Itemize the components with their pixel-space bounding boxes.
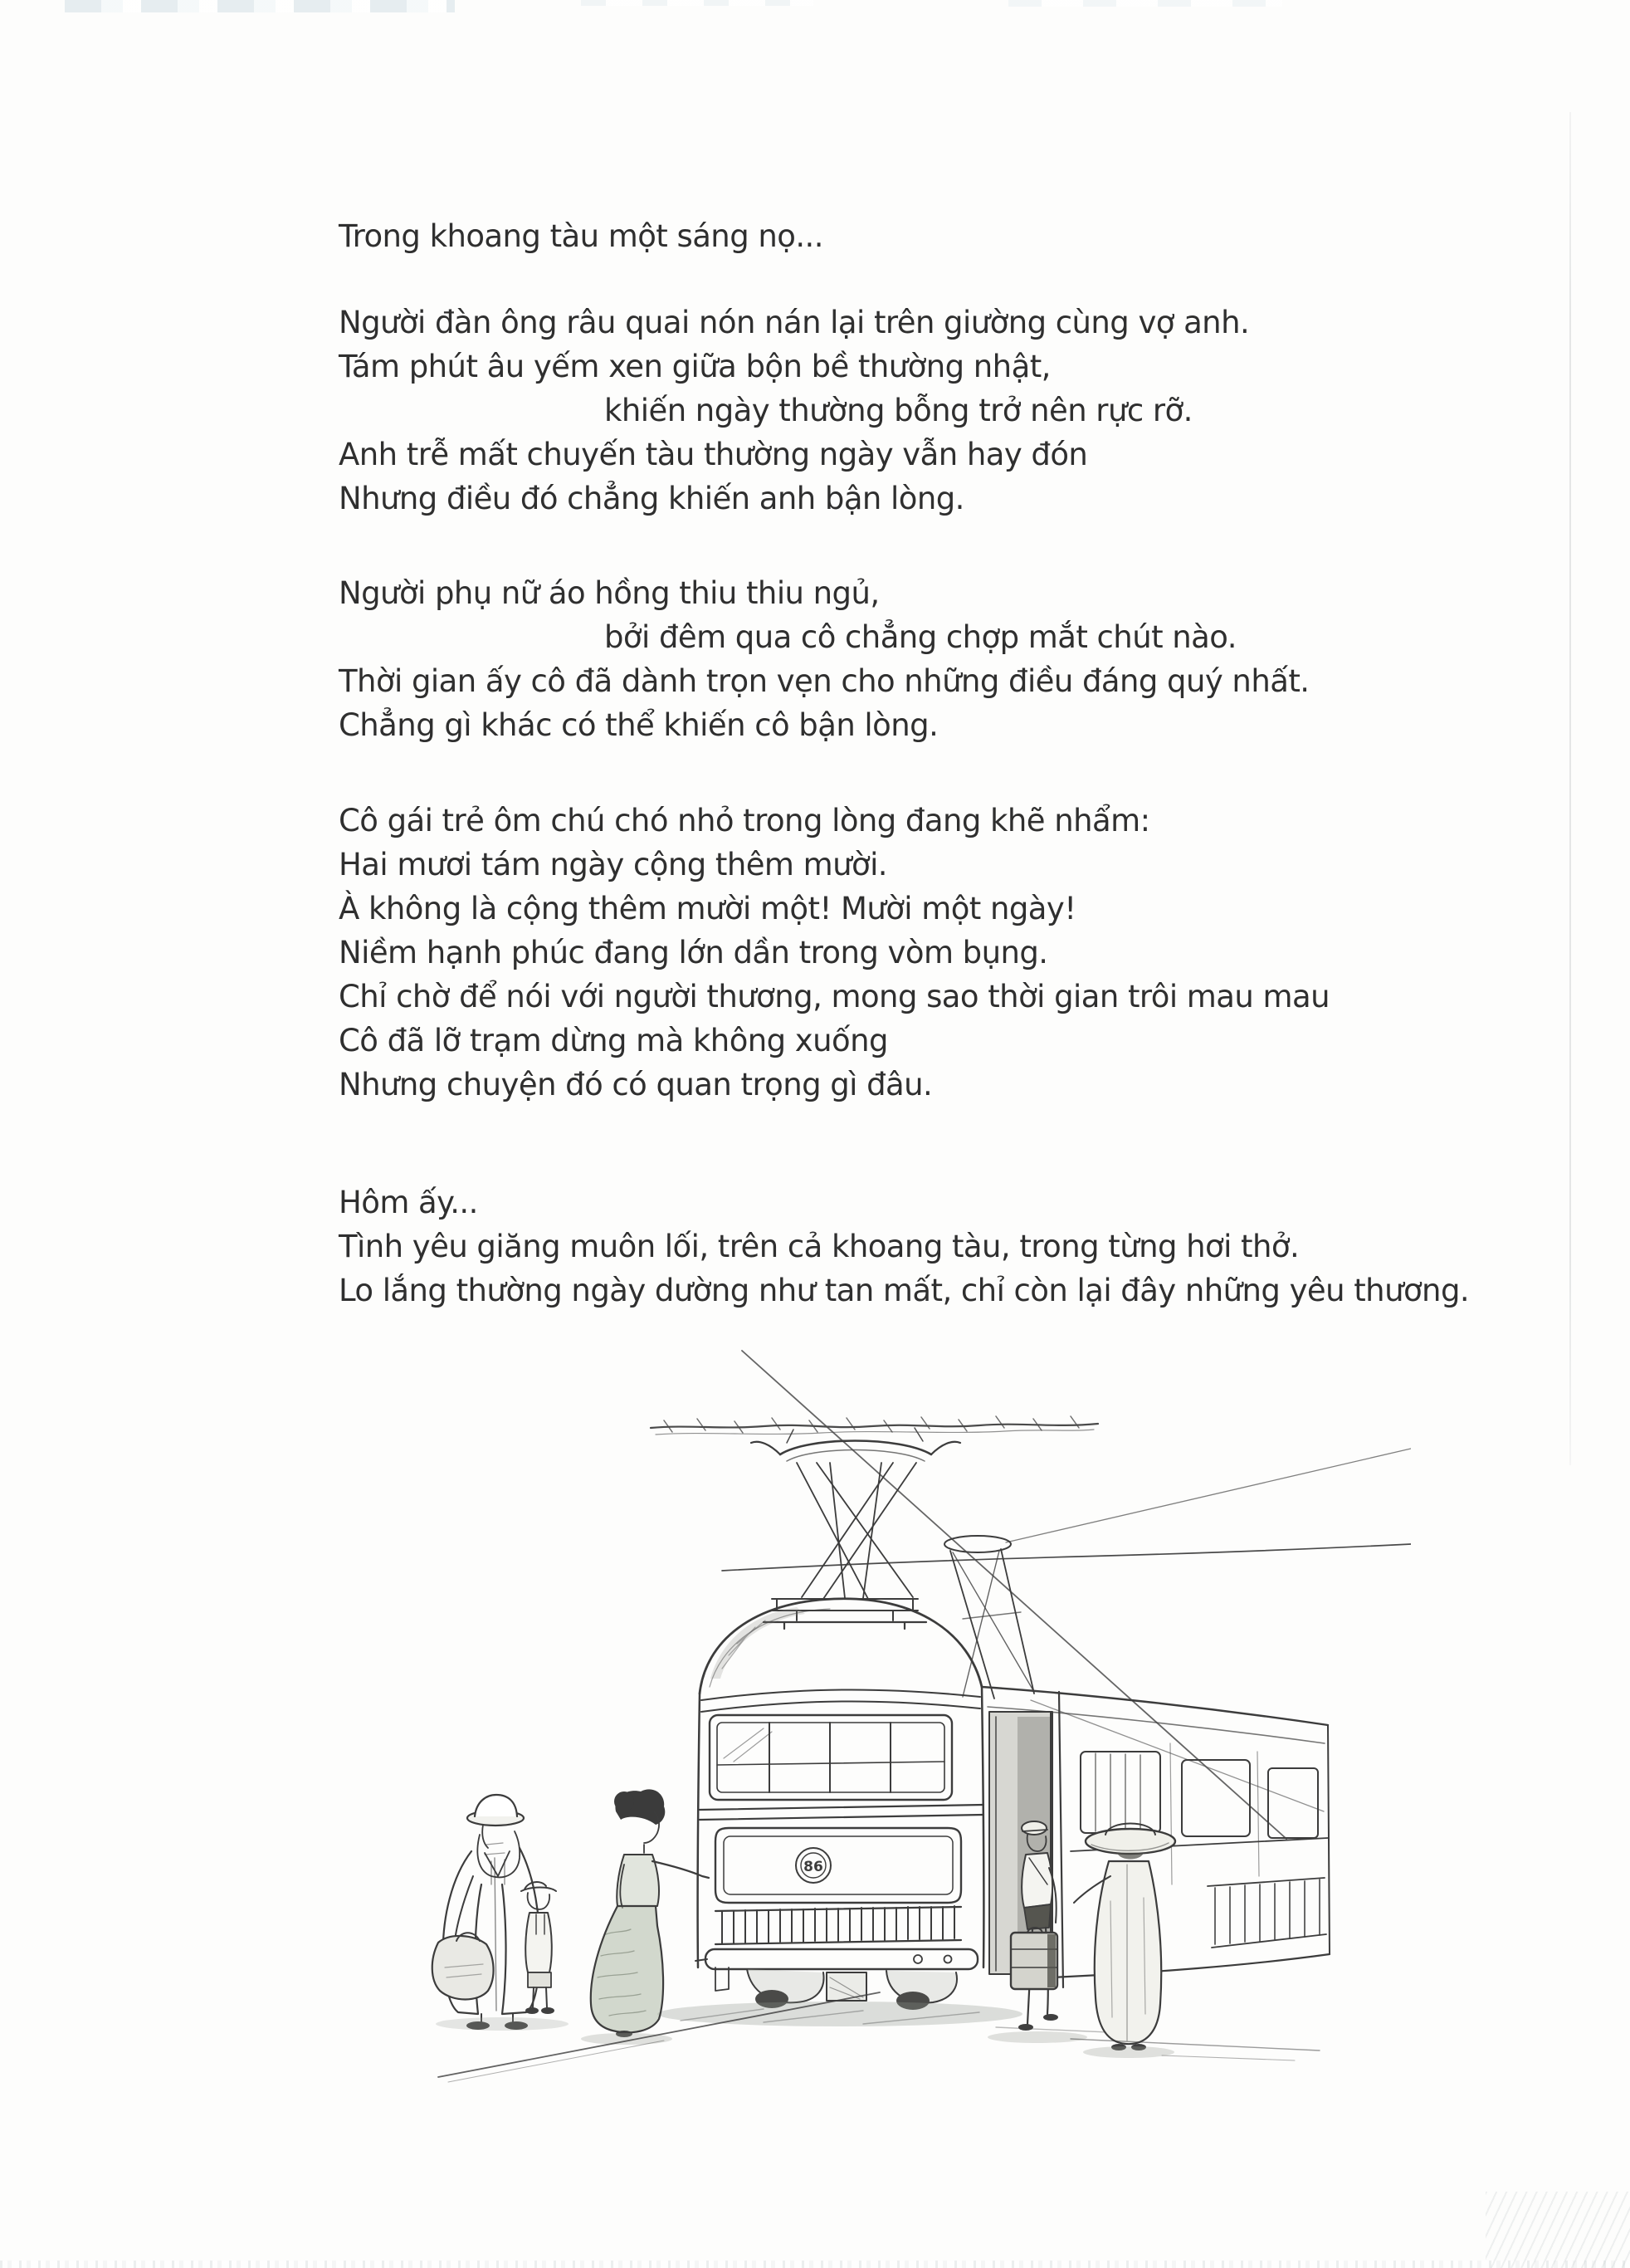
poem-line: Người phụ nữ áo hồng thiu thiu ngủ, <box>339 575 880 611</box>
woman-bun-figure <box>581 1789 709 2045</box>
trolley-mast <box>944 1536 1034 1699</box>
poem-line: Nhưng điều đó chẳng khiến anh bận lòng. <box>339 481 964 516</box>
poem-line: À không là cộng thêm mười một! Mười một ngày! <box>339 891 1076 926</box>
poem-stanza <box>339 301 1249 521</box>
poem-line: Anh trễ mất chuyến tàu thường ngày vẫn hay đón <box>339 437 1088 472</box>
pantograph <box>751 1441 960 1630</box>
facing-page-edge-line <box>1569 112 1571 1465</box>
poem-line: Lo lắng thường ngày dường như tan mất, chỉ còn lại đây những yêu thương. <box>339 1273 1470 1308</box>
old-man-figure <box>432 1795 540 2030</box>
poem-line: bởi đêm qua cô chẳng chợp mắt chút nào. <box>604 619 1237 655</box>
poem-line: Chẳng gì khác có thể khiến cô bận lòng. <box>339 707 939 743</box>
woman-hat-figure <box>1074 1824 1175 2059</box>
tram-number-badge <box>796 1848 831 1883</box>
poem-line: Hai mươi tám ngày cộng thêm mười. <box>339 847 888 882</box>
page-bottom-edge-fringe <box>0 2261 1630 2268</box>
poem-line: Tám phút âu yếm xen giữa bộn bề thường nhật, <box>339 349 1051 384</box>
poem-line: Hôm ấy... <box>339 1185 478 1220</box>
poem-line: Cô gái trẻ ôm chú chó nhỏ trong lòng đang khẽ nhẩm: <box>339 803 1150 838</box>
poem-line: Trong khoang tàu một sáng nọ... <box>339 218 823 254</box>
tram-body <box>657 1599 1145 2034</box>
poem-stanza <box>339 571 1310 747</box>
page-corner-texture <box>1486 2192 1630 2268</box>
poem-stanza <box>339 214 823 258</box>
page-top-edge-marks-2 <box>581 0 813 6</box>
tram-sketch <box>332 1303 1411 2134</box>
poem-line: Chỉ chờ để nói với người thương, mong sao thời gian trôi mau mau <box>339 979 1330 1014</box>
page-top-edge-marks <box>65 0 455 12</box>
tram-stop-illustration <box>332 1303 1411 2134</box>
poem-line: Cô đã lỡ trạm dừng mà không xuống <box>339 1023 888 1058</box>
poem-stanza <box>339 799 1330 1107</box>
poem-line: Niềm hạnh phúc đang lớn dần trong vòm bụng. <box>339 935 1048 970</box>
page-top-edge-marks-3 <box>1008 0 1282 7</box>
poem-line: Tình yêu giăng muôn lối, trên cả khoang tàu, trong từng hơi thở. <box>339 1229 1300 1264</box>
poem-line: Nhưng chuyện đó có quan trọng gì đâu. <box>339 1067 933 1102</box>
svg-text:86: 86 <box>803 1859 823 1875</box>
poem-line: Thời gian ấy cô đã dành trọn vẹn cho những điều đáng quý nhất. <box>339 663 1310 699</box>
poem-line: khiến ngày thường bỗng trở nên rực rỡ. <box>604 393 1193 428</box>
poem-stanza <box>339 1180 1469 1312</box>
poem-line: Người đàn ông râu quai nón nán lại trên giường cùng vợ anh. <box>339 305 1250 340</box>
